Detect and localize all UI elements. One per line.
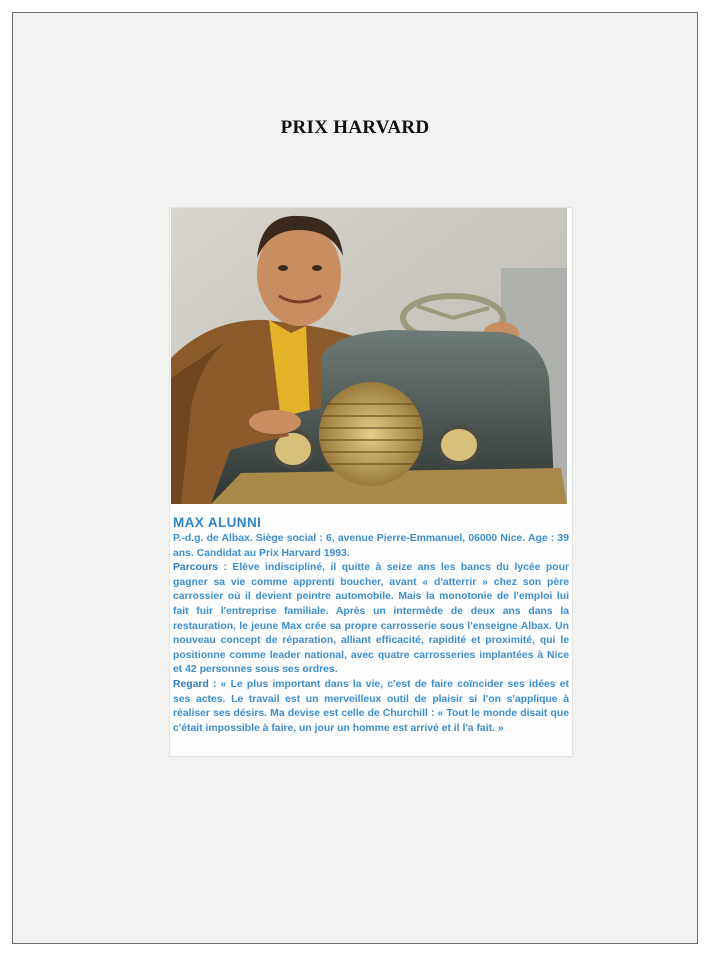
regard-text: « Le plus important dans la vie, c'est de faire coïncider ses idées et ses actes. Le travail est un merveilleux outil de plaisir si l'on s'applique à réaliser ses désirs. Ma devise est celle de Churchill : « Tout le monde disait que c'était impossible à faire, un jour un homme est arrivé et il l'a fait. »: [173, 678, 569, 734]
intro-paragraph: P.-d.g. de Albax. Siège social : 6, avenue Pierre-Emmanuel, 06000 Nice. Age : 39 ans. Candidat au Prix Harvard 1993.: [173, 533, 569, 559]
press-clipping: [170, 208, 572, 756]
portrait-photo: [171, 208, 567, 504]
regard-paragraph: [173, 678, 569, 736]
document-page: [12, 12, 698, 944]
parcours-text: Elève indiscipliné, il quitte à seize ans les bancs du lycée pour gagner sa vie comme apprenti boucher, avant « d'atterrir » chez son père carrossier où il devient peintre automobile. Mais la monotonie de l'emploi lui fait fuir l'entreprise familiale. Après un intermède de deux ans dans la restauration, le jeune Max crée sa propre carrosserie sous l'enseigne Albax. Un nouveau concept de réparation, alliant efficacité, rapidité et proximité, qui le positionne comme leader national, avec quatre carrosseries implantées à Nice et 42 personnes sous ses ordres.: [173, 562, 569, 676]
regard-label: Regard :: [173, 678, 217, 690]
article-text: [173, 515, 569, 736]
page-title: PRIX HARVARD: [280, 117, 430, 138]
portrait-illustration: [171, 208, 567, 504]
parcours-paragraph: [173, 561, 569, 678]
person-name: MAX ALUNNI: [173, 515, 262, 530]
parcours-label: Parcours :: [173, 562, 227, 574]
